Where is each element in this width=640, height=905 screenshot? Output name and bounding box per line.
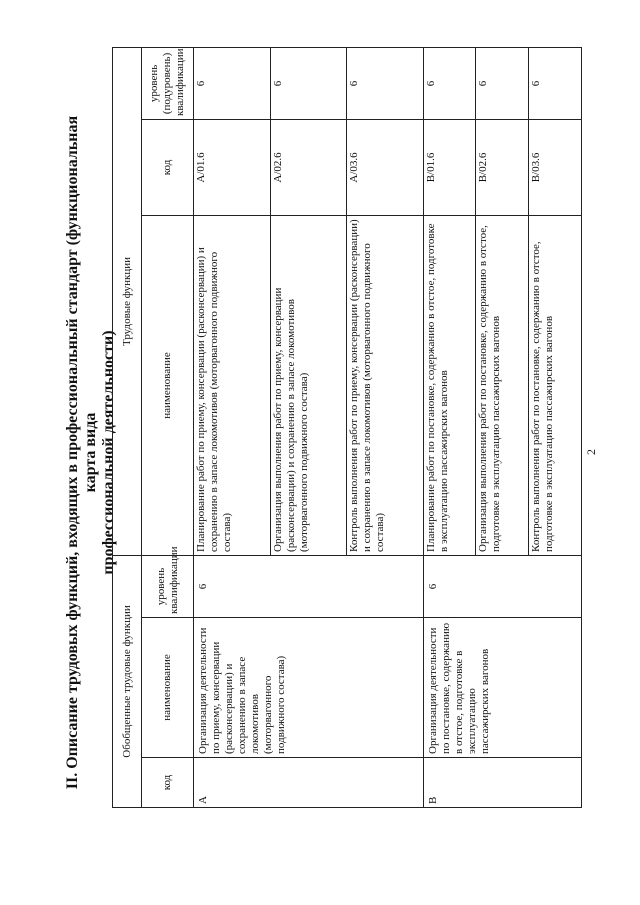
header-tf-name: наименование xyxy=(142,215,194,555)
function-level: 6 xyxy=(529,47,582,119)
function-level: 6 xyxy=(194,47,270,119)
table-row xyxy=(423,47,476,807)
header-tf-code: код xyxy=(142,119,194,215)
function-code: B/01.6 xyxy=(423,119,476,215)
title-line-1: II. Описание трудовых функций, входящих в профессиональный стандарт (функциональная карта вида xyxy=(64,115,99,790)
labor-functions-header: Трудовые функции xyxy=(113,47,142,555)
group-name: Организация деятельности по приему, консервации (расконсервации) и сохранению в запасе локомотивов (моторвагонного подвижного состава) xyxy=(194,618,423,758)
function-code: B/02.6 xyxy=(476,119,529,215)
header-row-1 xyxy=(113,47,142,807)
function-level: 6 xyxy=(476,47,529,119)
generalized-functions-header: Обобщенные трудовые функции xyxy=(113,555,142,807)
function-level: 6 xyxy=(270,47,346,119)
group-code: A xyxy=(194,758,423,808)
function-name: Контроль выполнения работ по приему, консервации (расконсервации) и сохранению в запасе локомотивов (моторвагонного подвижного состава) xyxy=(347,215,423,555)
header-tf-level: уровень (подуровень) квалификации xyxy=(142,47,194,119)
function-name: Планирование работ по постановке, содержанию в отстое, подготовке в эксплуатацию пассажирских вагонов xyxy=(423,215,476,555)
function-name: Планирование работ по приему, консервации (расконсервации) и сохранению в запасе локомотивов (моторвагонного подвижного состава) xyxy=(194,215,270,555)
function-level: 6 xyxy=(423,47,476,119)
functional-map-table xyxy=(112,47,582,808)
group-name: Организация деятельности по постановке, содержанию в отстое, подготовке в эксплуатацию пассажирских вагонов xyxy=(423,618,581,758)
header-level: уровень квалификации xyxy=(142,555,194,617)
function-code: A/03.6 xyxy=(347,119,423,215)
section-title xyxy=(64,100,118,805)
header-name: наименование xyxy=(142,618,194,758)
title-line-2: профессиональной деятельности) xyxy=(100,330,117,575)
page-number: 2 xyxy=(584,449,598,455)
table-row xyxy=(194,47,270,807)
function-code: A/02.6 xyxy=(270,119,346,215)
function-level: 6 xyxy=(347,47,423,119)
group-level: 6 xyxy=(194,555,423,617)
function-name: Контроль выполнения работ по постановке, содержанию в отстое, подготовке в эксплуатацию пассажирских вагонов xyxy=(529,215,582,555)
header-code: код xyxy=(142,758,194,808)
function-name: Организация выполнения работ по постановке, содержанию в отстое, подготовке в эксплуатацию пассажирских вагонов xyxy=(476,215,529,555)
function-code: B/03.6 xyxy=(529,119,582,215)
header-row-2 xyxy=(142,47,194,807)
group-code: B xyxy=(423,758,581,808)
group-level: 6 xyxy=(423,555,581,617)
function-name: Организация выполнения работ по приему, консервации (расконсервации) и сохранению в запасе локомотивов (моторвагонного подвижного состава) xyxy=(270,215,346,555)
function-code: A/01.6 xyxy=(194,119,270,215)
